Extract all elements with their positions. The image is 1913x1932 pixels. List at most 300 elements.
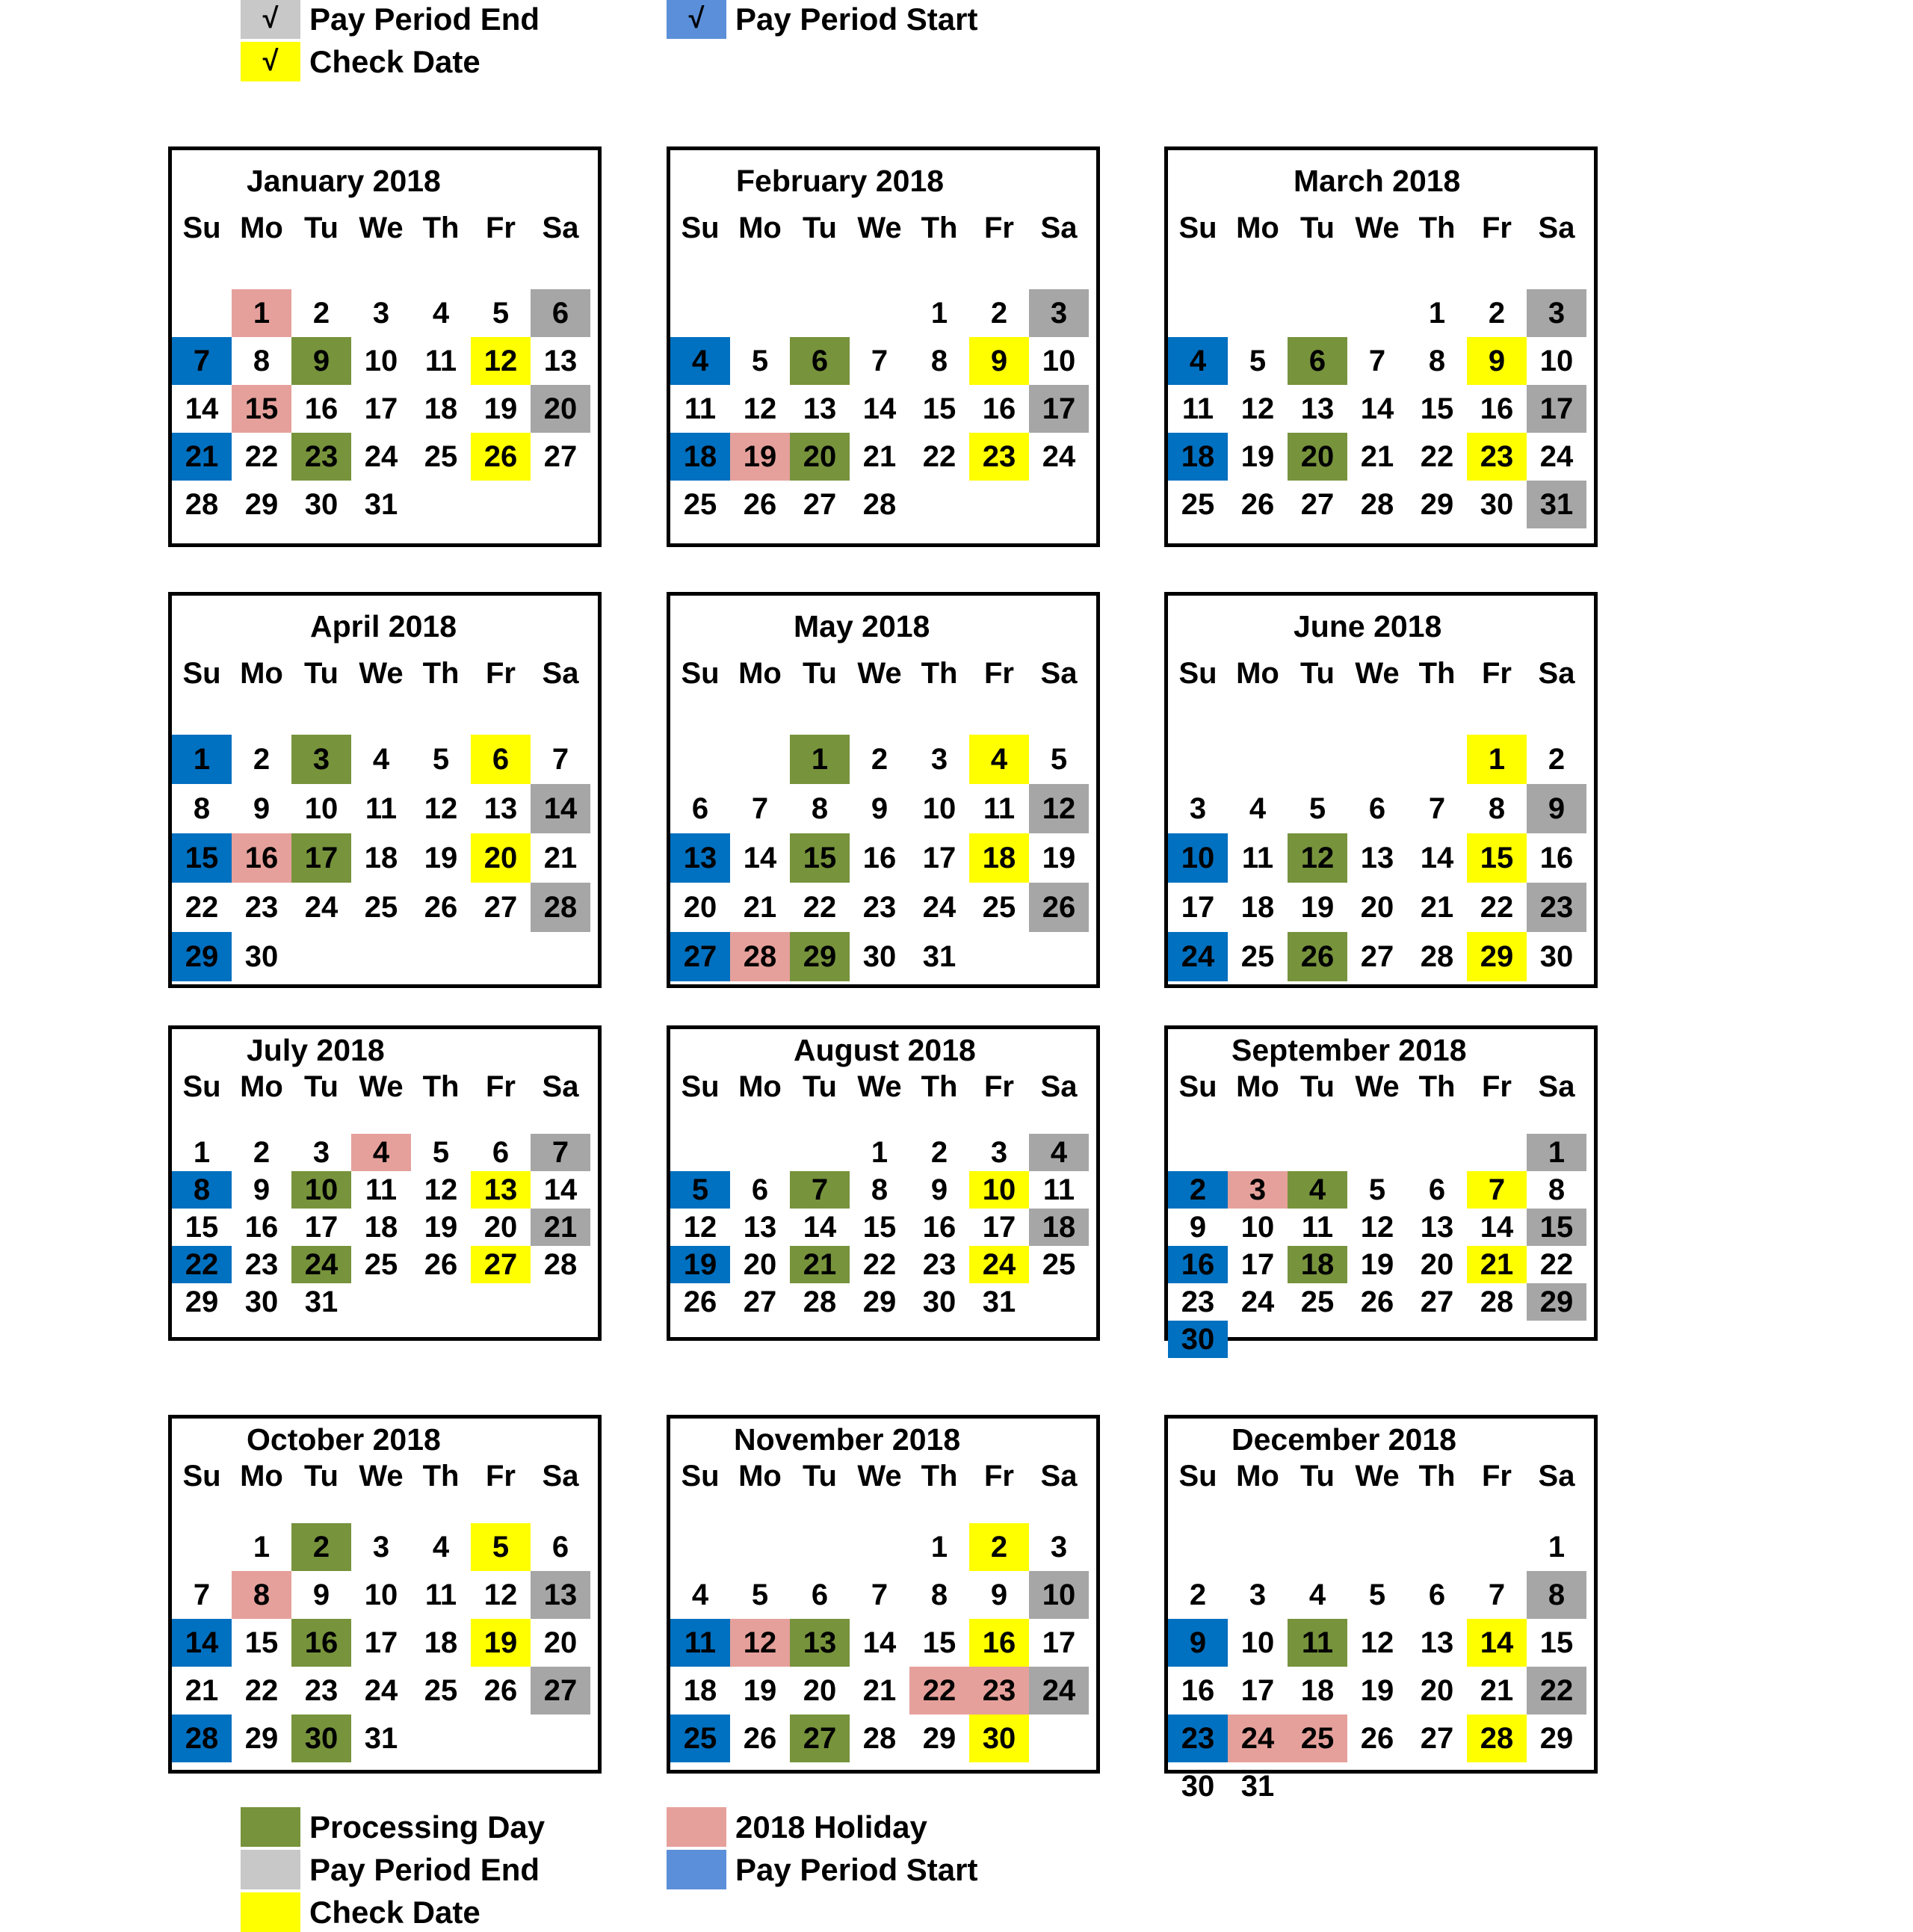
- weekday-label: Su: [1178, 212, 1217, 244]
- month-calendar: [168, 592, 602, 988]
- day-cell: 19: [1360, 1247, 1394, 1281]
- day-cell: 1: [172, 735, 232, 784]
- day-cell: 16: [862, 841, 897, 874]
- month-title: November 2018: [734, 1422, 961, 1457]
- day-cell: 2: [871, 742, 888, 776]
- day-cell: 13: [483, 791, 518, 825]
- weekday-label: Tu: [1300, 212, 1335, 244]
- day-cell: 9: [291, 337, 351, 385]
- weekday-label: Tu: [803, 1460, 837, 1493]
- legend-swatch: [667, 1850, 726, 1889]
- day-cell: 12: [1288, 833, 1347, 883]
- month-calendar: [667, 1415, 1100, 1774]
- day-cell: 31: [1240, 1769, 1275, 1803]
- day-cell: 27: [670, 932, 730, 981]
- day-cell: 29: [172, 932, 232, 981]
- day-cell: 29: [185, 1285, 219, 1318]
- day-cell: 13: [1300, 392, 1335, 425]
- day-cell: 3: [291, 735, 351, 784]
- month-calendar: [1164, 1415, 1598, 1803]
- day-cell: 26: [743, 487, 777, 521]
- weekday-label: Tu: [304, 1460, 339, 1493]
- weekday-label: We: [359, 657, 404, 690]
- weekday-label: Th: [921, 657, 958, 690]
- empty-day: [1407, 1523, 1467, 1571]
- weekday-header: [670, 212, 1089, 245]
- weekday-label: Tu: [1300, 1460, 1335, 1493]
- month-calendar: [1164, 146, 1598, 547]
- day-cell: 12: [483, 1578, 518, 1611]
- weekday-label: Sa: [1040, 657, 1078, 690]
- day-cell: 7: [871, 1578, 888, 1611]
- day-cell: 30: [922, 1285, 956, 1318]
- empty-day: [790, 1523, 850, 1571]
- day-cell: 19: [1300, 890, 1335, 924]
- day-cell: 7: [551, 742, 569, 776]
- weekday-label: Mo: [240, 1070, 283, 1103]
- day-cell: 26: [1360, 1721, 1394, 1755]
- month-calendar: [168, 146, 602, 547]
- day-cell: 11: [1241, 841, 1274, 874]
- legend-item: [241, 1892, 480, 1932]
- day-cell: 22: [803, 890, 837, 924]
- day-cell: 15: [185, 1210, 219, 1244]
- day-cell: 20: [483, 1210, 518, 1244]
- weekday-label: Fr: [1482, 657, 1512, 690]
- day-cell: 12: [683, 1210, 717, 1244]
- day-cell: 24: [1029, 1667, 1089, 1715]
- day-cell: 5: [432, 1135, 450, 1169]
- day-cell: 12: [1240, 392, 1275, 425]
- weekday-header: [1168, 212, 1586, 245]
- day-cell: 15: [862, 1210, 897, 1244]
- month-title: February 2018: [736, 164, 945, 198]
- month-title: January 2018: [247, 164, 441, 198]
- empty-day: [1168, 289, 1228, 337]
- day-cell: 1: [790, 735, 850, 784]
- day-cell: 13: [531, 1571, 590, 1619]
- day-cell: 9: [990, 1578, 1008, 1611]
- empty-day: [1407, 735, 1467, 784]
- month-calendar: [168, 1415, 602, 1774]
- day-cell: 30: [291, 1715, 351, 1762]
- day-cell: 24: [922, 890, 956, 924]
- legend-swatch: [667, 1807, 726, 1847]
- day-cell: 14: [803, 1210, 837, 1244]
- day-cell: 27: [743, 1285, 777, 1318]
- weekday-label: Sa: [1538, 1460, 1575, 1493]
- day-cell: 29: [1467, 932, 1527, 981]
- day-cell: 30: [969, 1715, 1029, 1762]
- day-cell: 30: [244, 939, 279, 973]
- day-cell: 19: [424, 1210, 458, 1244]
- weekday-label: Su: [182, 1460, 221, 1493]
- empty-day: [790, 289, 850, 337]
- weekday-label: Tu: [803, 212, 837, 244]
- day-cell: 7: [1368, 344, 1386, 377]
- day-cell: 8: [1548, 1173, 1566, 1206]
- day-cell: 29: [862, 1285, 897, 1318]
- day-cell: 22: [172, 1246, 232, 1283]
- day-cell: 7: [531, 1134, 590, 1171]
- empty-day: [172, 289, 232, 337]
- day-cell: 26: [1288, 932, 1347, 981]
- day-grid: [1168, 1523, 1586, 1810]
- day-cell: 28: [1467, 1715, 1527, 1762]
- weekday-label: We: [857, 212, 902, 244]
- day-cell: 30: [1168, 1321, 1228, 1358]
- day-grid: [172, 735, 590, 981]
- day-cell: 19: [743, 1673, 777, 1707]
- day-cell: 11: [365, 791, 398, 825]
- day-cell: 29: [244, 487, 279, 521]
- day-cell: 6: [1428, 1173, 1446, 1206]
- weekday-label: Th: [921, 1070, 958, 1103]
- day-cell: 21: [1467, 1246, 1527, 1283]
- legend-swatch: [241, 1807, 300, 1847]
- day-cell: 22: [909, 1667, 969, 1715]
- day-cell: 3: [1249, 1578, 1267, 1611]
- weekday-label: Mo: [240, 212, 283, 244]
- day-cell: 1: [193, 1135, 211, 1169]
- weekday-label: Fr: [984, 212, 1014, 244]
- weekday-label: We: [359, 212, 404, 244]
- weekday-header: [172, 1460, 590, 1493]
- day-cell: 17: [304, 1210, 339, 1244]
- day-cell: 6: [1288, 337, 1347, 385]
- weekday-label: Fr: [486, 212, 516, 244]
- legend-swatch: √: [667, 0, 726, 39]
- day-grid: [1168, 289, 1586, 528]
- day-cell: 14: [185, 392, 219, 425]
- weekday-header: [172, 1070, 590, 1104]
- day-cell: 21: [172, 433, 232, 481]
- day-cell: 3: [930, 742, 948, 776]
- weekday-label: Th: [921, 1460, 958, 1493]
- day-cell: 26: [1240, 487, 1275, 521]
- day-cell: 2: [969, 1523, 1029, 1571]
- day-cell: 12: [1360, 1626, 1394, 1659]
- day-cell: 5: [751, 344, 769, 377]
- empty-day: [1407, 1134, 1467, 1171]
- day-cell: 3: [1527, 289, 1586, 337]
- day-cell: 14: [1480, 1210, 1514, 1244]
- day-cell: 4: [1308, 1578, 1326, 1611]
- day-cell: 10: [304, 791, 339, 825]
- month-title: September 2018: [1231, 1033, 1467, 1067]
- day-cell: 31: [364, 1721, 398, 1755]
- empty-day: [1168, 1523, 1228, 1571]
- day-cell: 12: [1360, 1210, 1394, 1244]
- day-cell: 8: [811, 791, 829, 825]
- day-cell: 10: [922, 791, 956, 825]
- day-cell: 23: [969, 1667, 1029, 1715]
- day-cell: 14: [862, 1626, 897, 1659]
- day-cell: 19: [670, 1246, 730, 1283]
- day-cell: 10: [291, 1171, 351, 1209]
- empty-day: [1467, 1134, 1527, 1171]
- day-cell: 6: [691, 791, 709, 825]
- weekday-label: Su: [681, 212, 720, 244]
- day-cell: 6: [811, 1578, 829, 1611]
- weekday-label: Fr: [1482, 1460, 1512, 1493]
- day-cell: 12: [424, 791, 458, 825]
- day-cell: 28: [1420, 939, 1454, 973]
- day-cell: 30: [862, 939, 897, 973]
- day-cell: 18: [670, 433, 730, 481]
- day-cell: 4: [670, 337, 730, 385]
- day-cell: 16: [1480, 392, 1514, 425]
- day-cell: 31: [982, 1285, 1016, 1318]
- day-cell: 5: [1308, 791, 1326, 825]
- weekday-label: Sa: [542, 657, 579, 690]
- day-cell: 16: [969, 1619, 1029, 1667]
- day-cell: 14: [172, 1619, 232, 1667]
- day-cell: 23: [244, 1247, 279, 1281]
- weekday-label: Mo: [1236, 1070, 1279, 1103]
- day-cell: 22: [1420, 439, 1454, 473]
- day-cell: 21: [1480, 1673, 1514, 1707]
- day-cell: 20: [803, 1673, 837, 1707]
- day-cell: 2: [1548, 742, 1566, 776]
- month-calendar: [168, 1025, 602, 1341]
- day-cell: 5: [471, 1523, 531, 1571]
- day-cell: 20: [743, 1247, 777, 1281]
- day-cell: 18: [969, 833, 1029, 883]
- weekday-label: Th: [1418, 212, 1456, 244]
- day-cell: 9: [1467, 337, 1527, 385]
- day-cell: 19: [1042, 841, 1076, 874]
- day-cell: 28: [1360, 487, 1394, 521]
- day-cell: 5: [432, 742, 450, 776]
- day-cell: 17: [1240, 1247, 1275, 1281]
- weekday-label: Sa: [1538, 1070, 1575, 1103]
- day-cell: 16: [982, 392, 1016, 425]
- day-cell: 11: [670, 1619, 730, 1667]
- day-cell: 4: [1249, 791, 1267, 825]
- weekday-label: Tu: [1300, 657, 1335, 690]
- day-cell: 20: [683, 890, 717, 924]
- day-cell: 26: [483, 1673, 518, 1707]
- day-cell: 27: [483, 890, 518, 924]
- day-cell: 13: [670, 833, 730, 883]
- empty-day: [850, 1523, 909, 1571]
- weekday-label: Sa: [542, 1460, 579, 1493]
- day-cell: 18: [683, 1673, 717, 1707]
- legend-swatch: √: [241, 0, 300, 39]
- weekday-label: Th: [422, 1070, 460, 1103]
- day-cell: 15: [922, 392, 956, 425]
- day-cell: 11: [365, 1173, 398, 1206]
- day-cell: 4: [969, 735, 1029, 784]
- day-cell: 11: [684, 392, 717, 425]
- weekday-label: Mo: [738, 1460, 782, 1493]
- month-title: April 2018: [310, 609, 457, 644]
- month-title: March 2018: [1294, 164, 1461, 198]
- day-cell: 9: [253, 791, 271, 825]
- day-cell: 10: [1240, 1210, 1275, 1244]
- day-cell: 30: [1181, 1769, 1215, 1803]
- weekday-header: [172, 657, 590, 691]
- day-cell: 10: [1168, 833, 1228, 883]
- day-cell: 3: [1050, 1530, 1068, 1564]
- day-cell: 10: [364, 1578, 398, 1611]
- day-cell: 26: [424, 1247, 458, 1281]
- legend-item: [241, 42, 480, 81]
- day-cell: 29: [790, 932, 850, 981]
- day-cell: 28: [185, 487, 219, 521]
- day-cell: 5: [1050, 742, 1068, 776]
- weekday-label: Su: [182, 657, 221, 690]
- day-cell: 1: [1467, 735, 1527, 784]
- day-cell: 9: [871, 791, 888, 825]
- day-cell: 7: [1488, 1578, 1506, 1611]
- day-cell: 27: [471, 1246, 531, 1283]
- legend-item: [667, 0, 977, 39]
- weekday-label: Th: [422, 212, 460, 244]
- day-cell: 14: [1360, 392, 1394, 425]
- day-cell: 10: [1240, 1626, 1275, 1659]
- day-cell: 19: [483, 392, 518, 425]
- weekday-label: Th: [1418, 1460, 1456, 1493]
- day-cell: 25: [670, 1715, 730, 1762]
- empty-day: [730, 1523, 790, 1571]
- weekday-label: Mo: [1236, 1460, 1279, 1493]
- weekday-label: Mo: [738, 1070, 782, 1103]
- day-cell: 2: [1189, 1578, 1207, 1611]
- day-cell: 8: [253, 344, 271, 377]
- day-cell: 10: [364, 344, 398, 377]
- weekday-label: Su: [681, 657, 720, 690]
- day-cell: 7: [790, 1171, 850, 1209]
- weekday-label: We: [1355, 212, 1400, 244]
- day-cell: 1: [1548, 1530, 1566, 1564]
- day-cell: 2: [930, 1135, 948, 1169]
- day-cell: 8: [871, 1173, 888, 1206]
- empty-day: [730, 289, 790, 337]
- legend-item: [667, 1807, 927, 1847]
- weekday-label: Su: [681, 1460, 720, 1493]
- weekday-header: [1168, 1460, 1586, 1493]
- legend-label: Pay Period Start: [735, 1851, 978, 1887]
- day-cell: 21: [862, 439, 897, 473]
- day-cell: 6: [1428, 1578, 1446, 1611]
- day-cell: 28: [862, 1721, 897, 1755]
- weekday-label: Fr: [1482, 212, 1512, 244]
- day-cell: 19: [1240, 439, 1275, 473]
- day-cell: 16: [291, 1619, 351, 1667]
- day-cell: 12: [471, 337, 531, 385]
- day-cell: 6: [471, 735, 531, 784]
- day-cell: 13: [1420, 1626, 1454, 1659]
- day-cell: 12: [730, 1619, 790, 1667]
- day-cell: 11: [424, 1578, 457, 1611]
- day-cell: 31: [364, 487, 398, 521]
- day-cell: 5: [492, 296, 510, 330]
- empty-day: [730, 1134, 790, 1171]
- legend-item: [241, 1850, 540, 1889]
- day-cell: 22: [244, 439, 279, 473]
- legend-label: Pay Period End: [309, 1851, 540, 1887]
- day-cell: 31: [922, 939, 956, 973]
- weekday-label: Fr: [984, 1070, 1014, 1103]
- day-cell: 23: [922, 1247, 956, 1281]
- empty-day: [1288, 1134, 1347, 1171]
- day-cell: 18: [364, 1210, 398, 1244]
- empty-day: [1347, 1134, 1407, 1171]
- day-cell: 22: [1480, 890, 1514, 924]
- day-cell: 18: [424, 1626, 458, 1659]
- day-cell: 15: [1420, 392, 1454, 425]
- empty-day: [1347, 289, 1407, 337]
- day-cell: 25: [364, 1247, 398, 1281]
- day-cell: 19: [730, 433, 790, 481]
- weekday-label: Fr: [486, 1070, 516, 1103]
- day-cell: 16: [304, 392, 339, 425]
- day-cell: 2: [291, 1523, 351, 1571]
- day-cell: 17: [364, 392, 398, 425]
- day-cell: 9: [969, 337, 1029, 385]
- day-cell: 26: [471, 433, 531, 481]
- day-cell: 23: [862, 890, 897, 924]
- day-cell: 18: [1168, 433, 1228, 481]
- day-cell: 8: [930, 1578, 948, 1611]
- legend-item: [241, 1807, 545, 1847]
- day-cell: 11: [424, 344, 457, 377]
- day-cell: 30: [244, 1285, 279, 1318]
- weekday-label: Sa: [542, 212, 579, 244]
- day-grid: [670, 1134, 1089, 1321]
- day-cell: 23: [1168, 1715, 1228, 1762]
- day-cell: 1: [253, 1530, 271, 1564]
- day-cell: 27: [1360, 939, 1394, 973]
- empty-day: [1228, 1134, 1288, 1171]
- day-cell: 28: [172, 1715, 232, 1762]
- weekday-label: Tu: [304, 657, 339, 690]
- empty-day: [1288, 1523, 1347, 1571]
- day-cell: 24: [1240, 1285, 1275, 1318]
- day-cell: 2: [312, 296, 330, 330]
- day-cell: 29: [244, 1721, 279, 1755]
- day-cell: 17: [982, 1210, 1016, 1244]
- day-cell: 24: [364, 1673, 398, 1707]
- day-cell: 17: [922, 841, 956, 874]
- empty-day: [1228, 735, 1288, 784]
- day-cell: 3: [372, 296, 390, 330]
- weekday-header: [1168, 657, 1586, 691]
- weekday-label: Tu: [803, 657, 837, 690]
- day-cell: 18: [1240, 890, 1275, 924]
- day-cell: 22: [244, 1673, 279, 1707]
- empty-day: [1347, 735, 1407, 784]
- weekday-label: Mo: [240, 1460, 283, 1493]
- day-cell: 10: [1539, 344, 1574, 377]
- day-cell: 11: [1288, 1619, 1347, 1667]
- day-cell: 17: [1181, 890, 1215, 924]
- weekday-label: Mo: [738, 657, 782, 690]
- day-cell: 20: [531, 385, 590, 433]
- month-title: August 2018: [794, 1033, 976, 1067]
- day-cell: 13: [790, 1619, 850, 1667]
- day-cell: 25: [683, 487, 717, 521]
- weekday-header: [172, 212, 590, 245]
- day-cell: 25: [1181, 487, 1215, 521]
- day-cell: 31: [304, 1285, 339, 1318]
- day-cell: 9: [1527, 784, 1586, 833]
- day-cell: 20: [471, 833, 531, 883]
- day-cell: 20: [1288, 433, 1347, 481]
- day-cell: 15: [172, 833, 232, 883]
